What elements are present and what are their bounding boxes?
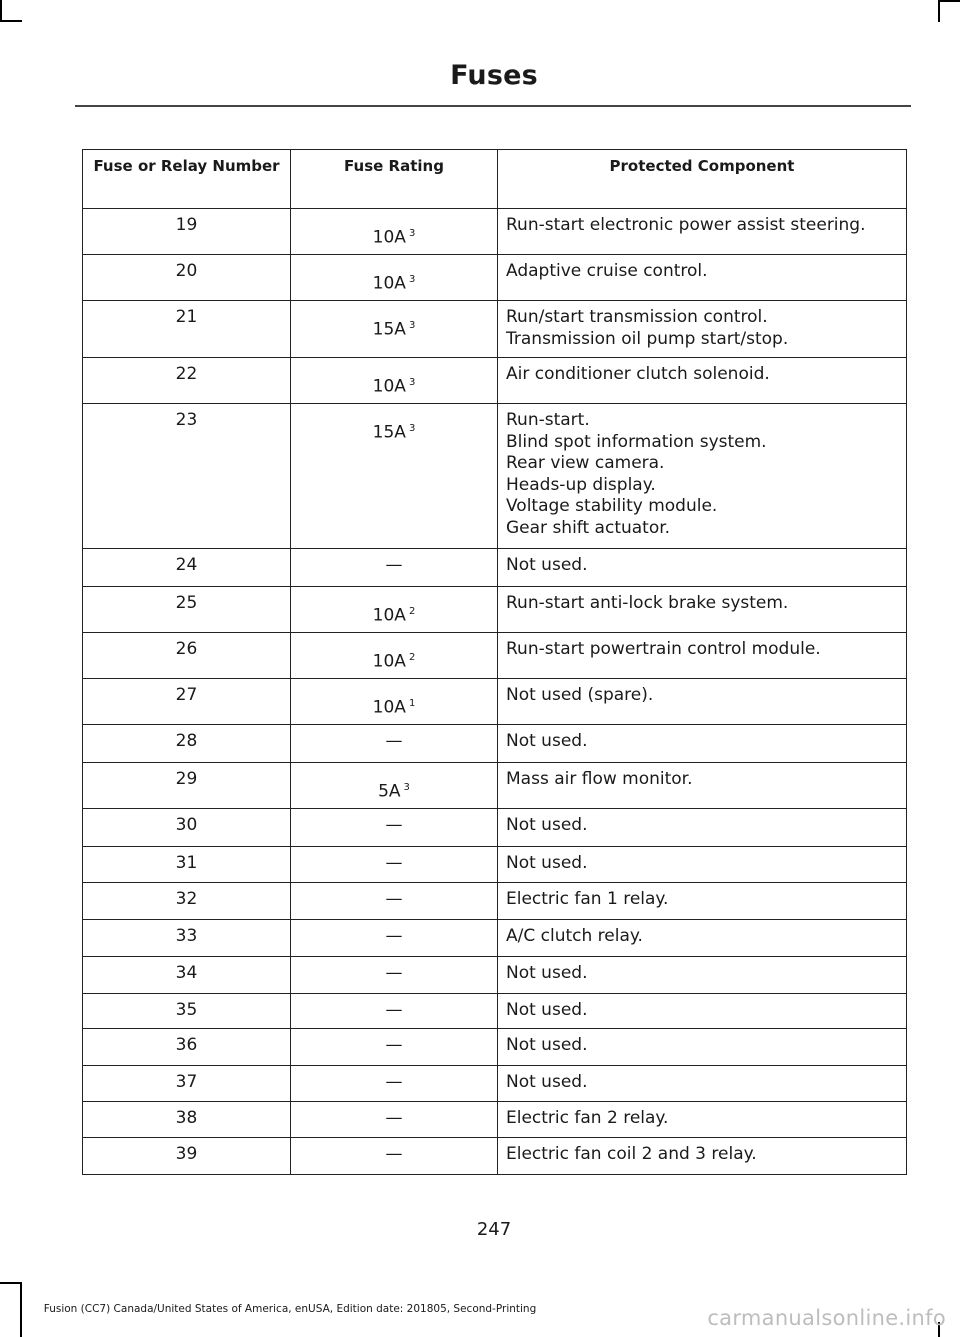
fuse-number-cell: 39 (83, 1138, 291, 1175)
table-row (83, 1102, 907, 1138)
fuse-rating-value: — (385, 1035, 403, 1055)
fuse-rating-cell (291, 809, 498, 847)
fuse-rating-cell (291, 404, 498, 549)
fuse-number-cell: 28 (83, 725, 291, 763)
fuse-rating-cell (291, 847, 498, 883)
fuse-rating-value: — (385, 1144, 403, 1164)
component-line: Run-start powertrain control module. (506, 639, 821, 659)
fuse-number-cell: 27 (83, 679, 291, 725)
table-row (83, 920, 907, 957)
component-line: Not used. (506, 853, 588, 873)
footnote-marker: 2 (408, 652, 416, 663)
protected-component-cell (498, 679, 907, 725)
component-line: Not used. (506, 1035, 588, 1055)
component-line: Run-start. (506, 410, 590, 430)
fuse-rating-cell (291, 920, 498, 957)
fuse-number-cell: 21 (83, 301, 291, 358)
protected-component-cell (498, 883, 907, 920)
table-row (83, 1029, 907, 1066)
component-line: Air conditioner clutch solenoid. (506, 364, 770, 384)
crop-mark (938, 0, 940, 22)
fuse-number-cell: 37 (83, 1066, 291, 1102)
component-line: Not used. (506, 1072, 588, 1092)
component-line: Not used (spare). (506, 685, 654, 705)
fuse-number-cell: 34 (83, 957, 291, 994)
fuse-rating-cell (291, 994, 498, 1029)
fuse-number-cell: 32 (83, 883, 291, 920)
footnote-marker: 3 (408, 274, 416, 285)
fuse-rating-value: — (385, 963, 403, 983)
fuse-number-cell: 38 (83, 1102, 291, 1138)
fuse-number-cell: 36 (83, 1029, 291, 1066)
fuse-number-cell: 19 (83, 209, 291, 255)
protected-component-cell (498, 633, 907, 679)
fuse-rating-value: 10A (372, 227, 406, 248)
fuse-rating-cell (291, 1066, 498, 1102)
crop-mark (938, 0, 960, 2)
fuse-rating-value: — (385, 1108, 403, 1128)
component-line: Run-start anti-lock brake system. (506, 593, 789, 613)
footnote-marker: 3 (408, 228, 416, 239)
watermark: carmanualsonline.info (707, 1306, 946, 1330)
component-line: Electric fan coil 2 and 3 relay. (506, 1144, 757, 1164)
protected-component-cell (498, 763, 907, 809)
component-line: Adaptive cruise control. (506, 261, 708, 281)
fuse-number-cell: 31 (83, 847, 291, 883)
component-line: Heads-up display. (506, 474, 656, 495)
fuse-rating-value: — (385, 815, 403, 835)
fuse-rating-value: — (385, 926, 403, 946)
fuse-number-cell: 33 (83, 920, 291, 957)
table-row (83, 1138, 907, 1175)
table-row (83, 763, 907, 809)
title-divider (75, 105, 911, 107)
fuse-rating-value: — (385, 853, 403, 873)
fuse-rating-cell (291, 1029, 498, 1066)
fuse-number-cell: 35 (83, 994, 291, 1029)
table-row (83, 404, 907, 549)
protected-component-cell (498, 957, 907, 994)
protected-component-cell (498, 301, 907, 358)
fuse-rating-value: 10A (372, 605, 406, 626)
protected-component-cell (498, 994, 907, 1029)
component-line: Transmission oil pump start/stop. (506, 328, 789, 349)
fuse-number-cell: 25 (83, 587, 291, 633)
table-row (83, 301, 907, 358)
component-line: Gear shift actuator. (506, 517, 671, 538)
component-line: Not used. (506, 731, 588, 751)
fuse-number-cell: 24 (83, 549, 291, 587)
table-row (83, 1066, 907, 1102)
protected-component-cell (498, 1138, 907, 1175)
fuse-rating-cell (291, 725, 498, 763)
fuse-number-cell: 30 (83, 809, 291, 847)
table-row (83, 725, 907, 763)
component-line: Run/start transmission control. (506, 307, 768, 327)
table-row (83, 209, 907, 255)
crop-mark (0, 0, 2, 22)
fuse-number-cell: 20 (83, 255, 291, 301)
fuse-table (82, 149, 907, 1175)
component-line: Not used. (506, 555, 588, 575)
component-line: Not used. (506, 963, 588, 983)
fuse-rating-cell (291, 1102, 498, 1138)
crop-mark (0, 1282, 22, 1284)
footnote-marker: 1 (408, 698, 416, 709)
protected-component-cell (498, 358, 907, 404)
table-row (83, 679, 907, 725)
table-row (83, 358, 907, 404)
column-header-rating: Fuse Rating (291, 150, 498, 209)
fuse-rating-value: — (385, 731, 403, 751)
page-number: 247 (476, 1219, 512, 1240)
fuse-number-cell: 22 (83, 358, 291, 404)
component-line: A/C clutch relay. (506, 926, 643, 946)
fuse-rating-value: — (385, 1072, 403, 1092)
fuse-rating-cell (291, 255, 498, 301)
edition-footer: Fusion (CC7) Canada/United States of America, enUSA, Edition date: 201805, Second-Printing (43, 1303, 537, 1315)
table-row (83, 587, 907, 633)
protected-component-cell (498, 1029, 907, 1066)
fuse-rating-value: 15A (372, 422, 406, 443)
protected-component-cell (498, 587, 907, 633)
column-header-component: Protected Component (498, 150, 907, 209)
footnote-marker: 3 (408, 423, 416, 434)
component-line: Not used. (506, 1000, 588, 1020)
footnote-marker: 3 (403, 782, 410, 793)
table-row (83, 847, 907, 883)
table-row (83, 633, 907, 679)
protected-component-cell (498, 809, 907, 847)
fuse-rating-value: 5A (378, 781, 401, 802)
component-line: Electric fan 2 relay. (506, 1108, 669, 1128)
component-line: Blind spot information system. (506, 431, 767, 452)
component-line: Electric fan 1 relay. (506, 889, 669, 909)
fuse-rating-cell (291, 209, 498, 255)
fuse-rating-value: 15A (372, 319, 406, 340)
component-line: Voltage stability module. (506, 496, 718, 516)
component-line: Rear view camera. (506, 453, 665, 473)
protected-component-cell (498, 404, 907, 549)
protected-component-cell (498, 209, 907, 255)
footnote-marker: 3 (408, 377, 416, 388)
fuse-rating-cell (291, 957, 498, 994)
table-header-row (83, 150, 907, 209)
component-line: Mass air flow monitor. (506, 769, 693, 789)
table-row (83, 255, 907, 301)
fuse-number-cell: 23 (83, 404, 291, 549)
crop-mark (0, 20, 22, 22)
table-row (83, 994, 907, 1029)
fuse-rating-value: 10A (372, 651, 406, 672)
fuse-rating-cell (291, 633, 498, 679)
fuse-rating-cell (291, 883, 498, 920)
fuse-number-cell: 29 (83, 763, 291, 809)
protected-component-cell (498, 549, 907, 587)
table-row (83, 883, 907, 920)
page-title: Fuses (450, 60, 538, 91)
fuse-table-body (83, 209, 907, 1175)
fuse-rating-value: 10A (372, 273, 406, 294)
fuse-rating-cell (291, 763, 498, 809)
footnote-marker: 2 (408, 606, 416, 617)
fuse-rating-value: — (385, 555, 403, 575)
fuse-rating-value: 10A (372, 376, 406, 397)
fuse-rating-cell (291, 1138, 498, 1175)
protected-component-cell (498, 725, 907, 763)
fuse-rating-cell (291, 549, 498, 587)
table-row (83, 549, 907, 587)
fuse-rating-value: — (385, 1000, 403, 1020)
fuse-rating-cell (291, 587, 498, 633)
column-header-number: Fuse or Relay Number (83, 150, 291, 209)
footnote-marker: 3 (408, 320, 416, 331)
component-line: Run-start electronic power assist steering. (506, 215, 866, 235)
component-line: Not used. (506, 815, 588, 835)
fuse-rating-cell (291, 679, 498, 725)
protected-component-cell (498, 1102, 907, 1138)
fuse-number-cell: 26 (83, 633, 291, 679)
table-row (83, 957, 907, 994)
protected-component-cell (498, 920, 907, 957)
protected-component-cell (498, 255, 907, 301)
protected-component-cell (498, 1066, 907, 1102)
protected-component-cell (498, 847, 907, 883)
fuse-rating-value: 10A (372, 697, 406, 718)
fuse-rating-cell (291, 301, 498, 358)
fuse-rating-cell (291, 358, 498, 404)
fuse-rating-value: — (385, 889, 403, 909)
table-row (83, 809, 907, 847)
